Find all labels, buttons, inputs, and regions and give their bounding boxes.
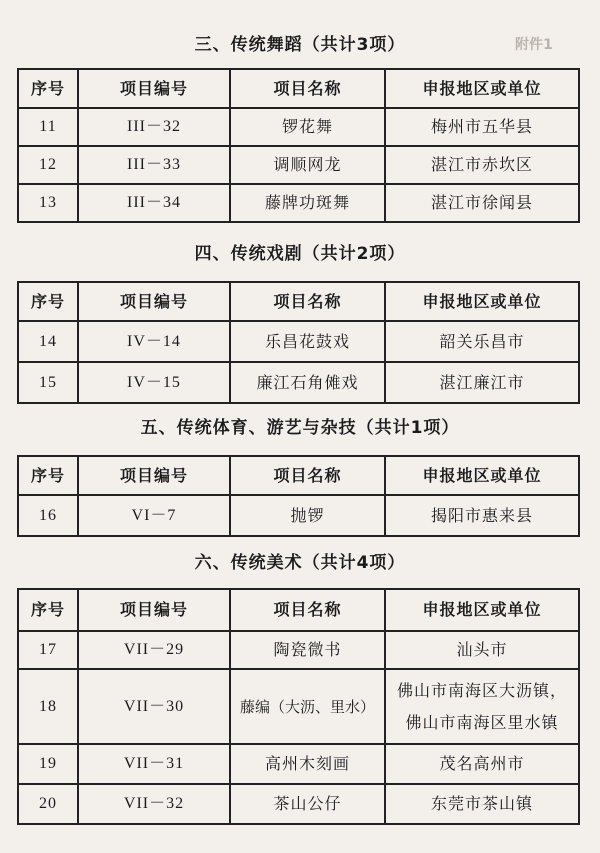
attachment-label: 附件1 (515, 37, 553, 53)
row-code: III－34 (78, 184, 230, 222)
row-name: 乐昌花鼓戏 (230, 321, 385, 362)
row-code: VI－7 (78, 495, 230, 536)
row-name: 藤牌功斑舞 (230, 184, 385, 222)
row-seq: 14 (18, 321, 78, 362)
table-header-row (18, 456, 579, 495)
section-title-drama: 四、传统戏剧（共计2项） (194, 244, 406, 264)
row-name: 锣花舞 (230, 108, 385, 146)
row-region: 揭阳市惠来县 (385, 495, 579, 536)
table-row (18, 744, 579, 784)
table-row (18, 321, 579, 362)
row-code: III－32 (78, 108, 230, 146)
region-line: 佛山市南海区里水镇 (405, 712, 559, 732)
row-code: IV－15 (78, 362, 230, 403)
row-region: 湛江市徐闻县 (385, 184, 579, 222)
table-row (18, 184, 579, 222)
table-drama (17, 281, 580, 404)
header-name: 项目名称 (230, 282, 385, 321)
header-region: 申报地区或单位 (385, 589, 579, 631)
table-art (17, 588, 580, 825)
header-region: 申报地区或单位 (385, 282, 579, 321)
table-header-row (18, 589, 579, 631)
row-region (385, 669, 579, 744)
row-code: IV－14 (78, 321, 230, 362)
row-name: 茶山公仔 (230, 784, 385, 824)
row-code: VII－31 (78, 744, 230, 784)
table-row (18, 495, 579, 536)
row-seq: 16 (18, 495, 78, 536)
section-title-dance: 三、传统舞蹈（共计3项） (194, 35, 406, 55)
row-seq: 13 (18, 184, 78, 222)
table-row (18, 146, 579, 184)
header-region: 申报地区或单位 (385, 69, 579, 108)
region-line: 佛山市南海区大沥镇， (396, 680, 567, 700)
row-name: 藤编（大沥、里水） (230, 669, 385, 744)
section-title-sports: 五、传统体育、游艺与杂技（共计1项） (140, 418, 460, 438)
header-code: 项目编号 (78, 69, 230, 108)
row-name: 抛锣 (230, 495, 385, 536)
header-name: 项目名称 (230, 69, 385, 108)
row-code: VII－30 (78, 669, 230, 744)
row-name: 高州木刻画 (230, 744, 385, 784)
row-region: 东莞市茶山镇 (385, 784, 579, 824)
table-row (18, 108, 579, 146)
section-title-art: 六、传统美术（共计4项） (194, 553, 406, 573)
row-seq: 17 (18, 631, 78, 669)
header-name: 项目名称 (230, 456, 385, 495)
header-name: 项目名称 (230, 589, 385, 631)
header-seq: 序号 (18, 282, 78, 321)
table-row (18, 631, 579, 669)
row-seq: 12 (18, 146, 78, 184)
row-region: 湛江廉江市 (385, 362, 579, 403)
header-region: 申报地区或单位 (385, 456, 579, 495)
table-row (18, 669, 579, 744)
row-code: VII－29 (78, 631, 230, 669)
row-seq: 20 (18, 784, 78, 824)
row-code: III－33 (78, 146, 230, 184)
row-seq: 11 (18, 108, 78, 146)
table-row (18, 784, 579, 824)
row-seq: 15 (18, 362, 78, 403)
header-seq: 序号 (18, 456, 78, 495)
row-region: 汕头市 (385, 631, 579, 669)
table-header-row (18, 282, 579, 321)
row-name: 调顺网龙 (230, 146, 385, 184)
table-dance (17, 68, 580, 223)
row-seq: 18 (18, 669, 78, 744)
row-name: 廉江石角傩戏 (230, 362, 385, 403)
header-code: 项目编号 (78, 456, 230, 495)
row-code: VII－32 (78, 784, 230, 824)
table-row (18, 362, 579, 403)
row-name: 陶瓷微书 (230, 631, 385, 669)
row-seq: 19 (18, 744, 78, 784)
row-region: 茂名高州市 (385, 744, 579, 784)
header-seq: 序号 (18, 69, 78, 108)
row-region: 梅州市五华县 (385, 108, 579, 146)
header-code: 项目编号 (78, 282, 230, 321)
table-header-row (18, 69, 579, 108)
row-region: 韶关乐昌市 (385, 321, 579, 362)
header-seq: 序号 (18, 589, 78, 631)
table-sports (17, 455, 580, 537)
header-code: 项目编号 (78, 589, 230, 631)
row-region: 湛江市赤坎区 (385, 146, 579, 184)
